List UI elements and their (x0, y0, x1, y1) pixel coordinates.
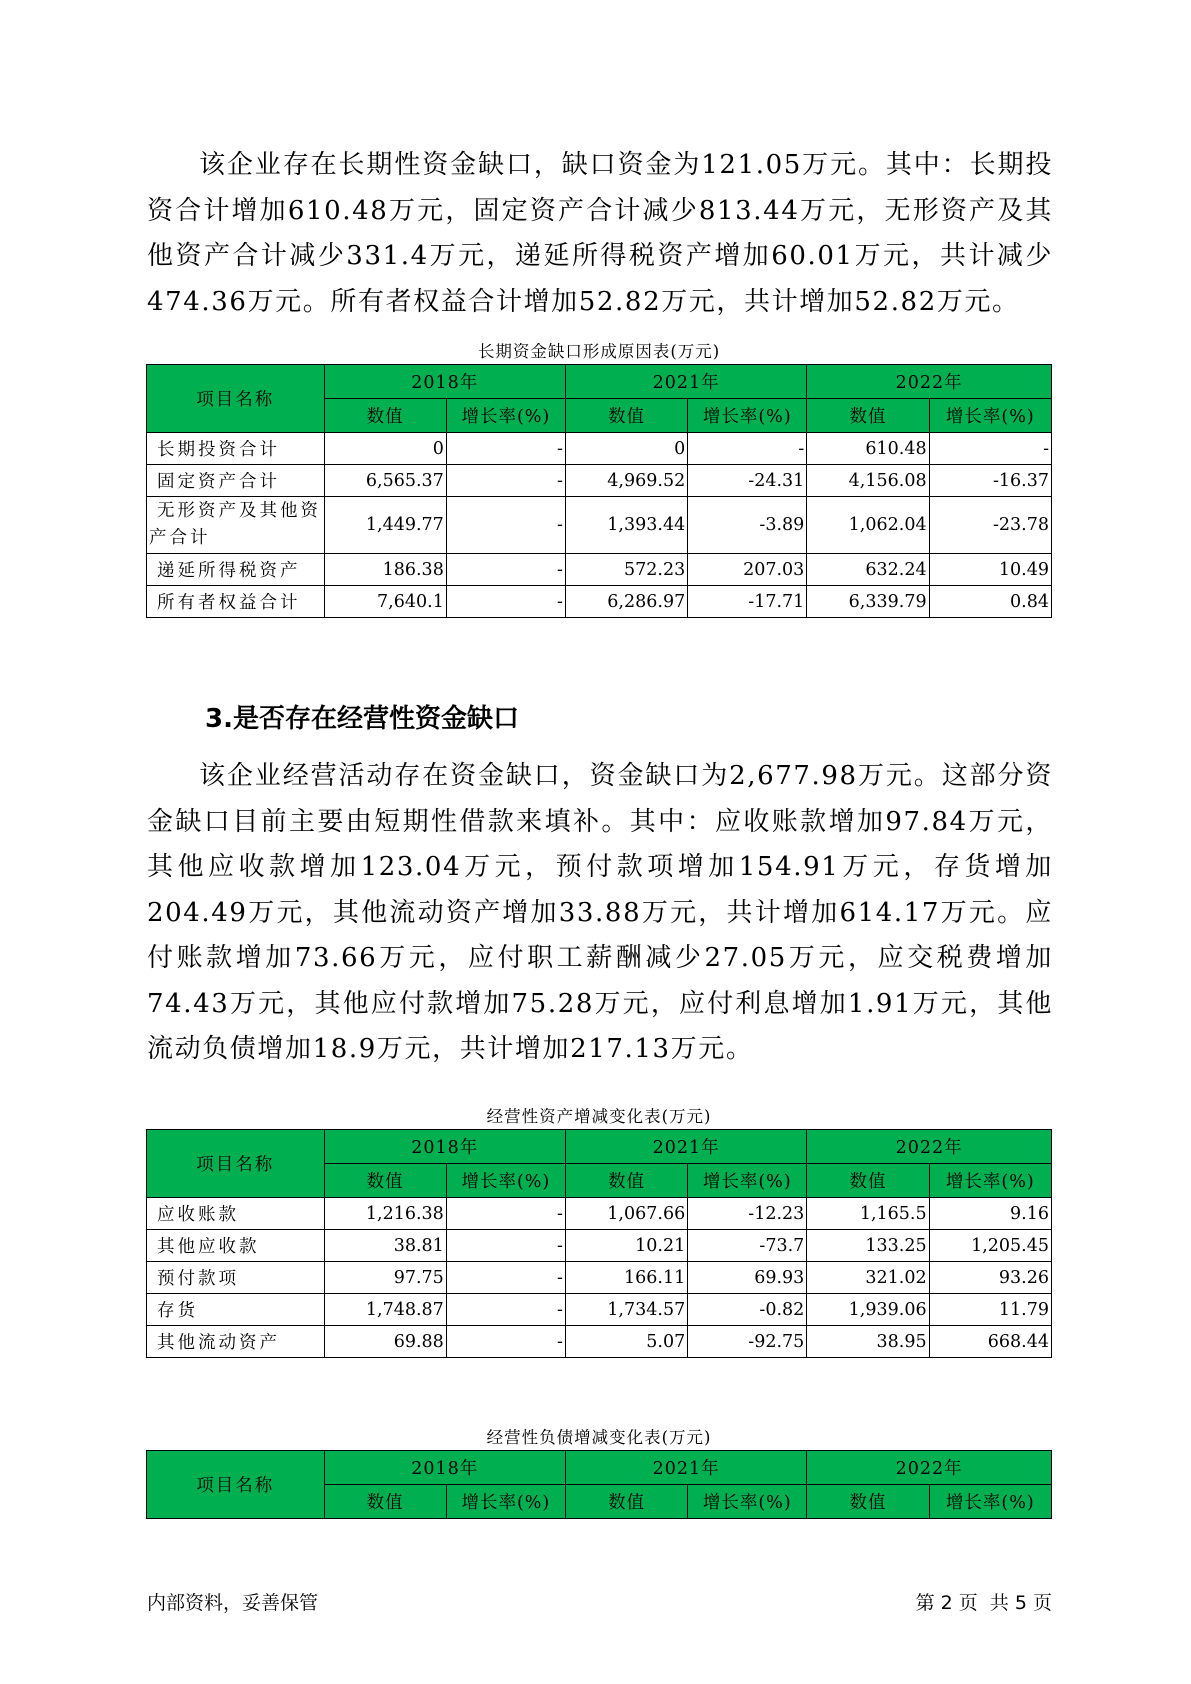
cell: 166.11 (565, 1262, 687, 1294)
cell: -17.71 (688, 586, 807, 618)
row-label: 存货 (147, 1294, 325, 1326)
row-label: 长期投资合计 (147, 433, 325, 465)
header-value: 数值 (565, 1164, 687, 1198)
header-year: 2022年 (807, 1451, 1052, 1485)
cell: 1,165.5 (807, 1198, 929, 1230)
table-row (147, 433, 1052, 465)
cell: 610.48 (807, 433, 929, 465)
header-year: 2021年 (565, 1451, 806, 1485)
header-item-name: 项目名称 (147, 365, 325, 433)
row-label: 无形资产及其他资产合计 (147, 497, 325, 554)
header-rate: 增长率(%) (446, 1164, 565, 1198)
cell: - (446, 554, 565, 586)
cell: 38.95 (807, 1326, 929, 1358)
cell: 1,734.57 (565, 1294, 687, 1326)
cell: -0.82 (688, 1294, 807, 1326)
operating-assets-table (146, 1129, 1052, 1358)
header-year: 2022年 (807, 1130, 1052, 1164)
table-row (147, 554, 1052, 586)
cell: - (446, 1294, 565, 1326)
cell: 6,339.79 (807, 586, 929, 618)
cell: 11.79 (929, 1294, 1051, 1326)
cell: - (446, 433, 565, 465)
cell: - (929, 433, 1051, 465)
paragraph-long-term-gap: 该企业存在长期性资金缺口，缺口资金为121.05万元。其中：长期投资合计增加610.48万元，固定资产合计减少813.44万元，无形资产及其他资产合计减少331.4万元，递延所得税资产增加60.01万元，共计减少474.36万元。所有者权益合计增加52.82万元，共计增加52.82万元。 (147, 150, 1053, 317)
cell: -3.89 (688, 497, 807, 554)
header-rate: 增长率(%) (929, 1485, 1051, 1519)
header-value: 数值 (565, 399, 687, 433)
header-year: 2018年 (324, 365, 565, 399)
table-row (147, 1198, 1052, 1230)
cell: - (446, 1230, 565, 1262)
table-row (147, 465, 1052, 497)
cell: - (688, 433, 807, 465)
cell: -92.75 (688, 1326, 807, 1358)
header-rate: 增长率(%) (688, 1164, 807, 1198)
cell: 4,156.08 (807, 465, 929, 497)
header-item-name: 项目名称 (147, 1451, 325, 1519)
cell: 93.26 (929, 1262, 1051, 1294)
table2-caption: 经营性资产增减变化表(万元) (486, 1107, 712, 1126)
header-value: 数值 (807, 399, 929, 433)
cell: 69.93 (688, 1262, 807, 1294)
table-row (147, 586, 1052, 618)
cell: 10.49 (929, 554, 1051, 586)
table-row (147, 1262, 1052, 1294)
row-label: 所有者权益合计 (147, 586, 325, 618)
cell: 0 (565, 433, 687, 465)
row-label: 其他流动资产 (147, 1326, 325, 1358)
header-year: 2021年 (565, 365, 806, 399)
header-item-name: 项目名称 (147, 1130, 325, 1198)
row-label: 应收账款 (147, 1198, 325, 1230)
cell: 38.81 (324, 1230, 446, 1262)
cell: 1,067.66 (565, 1198, 687, 1230)
cell: - (446, 1198, 565, 1230)
table-row (147, 1294, 1052, 1326)
cell: 1,449.77 (324, 497, 446, 554)
cell: - (446, 1262, 565, 1294)
header-value: 数值 (324, 399, 446, 433)
header-value: 数值 (565, 1485, 687, 1519)
cell: -23.78 (929, 497, 1051, 554)
cell: 1,393.44 (565, 497, 687, 554)
table-row (147, 1230, 1052, 1262)
operating-liabilities-table (146, 1450, 1052, 1519)
cell: -12.23 (688, 1198, 807, 1230)
cell: -16.37 (929, 465, 1051, 497)
section-heading: 3.是否存在经营性资金缺口 (205, 704, 519, 734)
cell: 1,205.45 (929, 1230, 1051, 1262)
row-label: 其他应收款 (147, 1230, 325, 1262)
cell: -73.7 (688, 1230, 807, 1262)
cell: -24.31 (688, 465, 807, 497)
table3-caption: 经营性负债增减变化表(万元) (486, 1428, 712, 1447)
footer-confidential-note: 内部资料，妥善保管 (147, 1592, 319, 1614)
cell: 5.07 (565, 1326, 687, 1358)
header-value: 数值 (807, 1164, 929, 1198)
cell: 321.02 (807, 1262, 929, 1294)
table-row (147, 1326, 1052, 1358)
cell: 4,969.52 (565, 465, 687, 497)
cell: 133.25 (807, 1230, 929, 1262)
cell: 632.24 (807, 554, 929, 586)
cell: 1,062.04 (807, 497, 929, 554)
cell: 7,640.1 (324, 586, 446, 618)
cell: - (446, 497, 565, 554)
header-rate: 增长率(%) (446, 1485, 565, 1519)
cell: 0.84 (929, 586, 1051, 618)
header-rate: 增长率(%) (929, 1164, 1051, 1198)
cell: 10.21 (565, 1230, 687, 1262)
header-value: 数值 (324, 1164, 446, 1198)
header-value: 数值 (324, 1485, 446, 1519)
header-value: 数值 (807, 1485, 929, 1519)
cell: 572.23 (565, 554, 687, 586)
cell: 9.16 (929, 1198, 1051, 1230)
table-row (147, 497, 1052, 554)
cell: 186.38 (324, 554, 446, 586)
header-year: 2018年 (324, 1130, 565, 1164)
cell: - (446, 586, 565, 618)
header-year: 2018年 (324, 1451, 565, 1485)
header-rate: 增长率(%) (688, 1485, 807, 1519)
row-label: 递延所得税资产 (147, 554, 325, 586)
header-rate: 增长率(%) (446, 399, 565, 433)
cell: 97.75 (324, 1262, 446, 1294)
row-label: 预付款项 (147, 1262, 325, 1294)
footer-page-number: 第 2 页 共 5 页 (915, 1592, 1052, 1614)
cell: 1,748.87 (324, 1294, 446, 1326)
row-label: 固定资产合计 (147, 465, 325, 497)
cell: 668.44 (929, 1326, 1051, 1358)
table1-caption: 长期资金缺口形成原因表(万元) (477, 342, 721, 361)
paragraph-operating-gap: 该企业经营活动存在资金缺口，资金缺口为2,677.98万元。这部分资金缺口目前主要由短期性借款来填补。其中：应收账款增加97.84万元，其他应收款增加123.04万元，预付款项增加154.91万元，存货增加204.49万元，其他流动资产增加33.88万元，共计增加614.17万元。应付账款增加73.66万元，应付职工薪酬减少27.05万元，应交税费增加74.43万元，其他应付款增加75.28万元，应付利息增加1.91万元，其他流动负债增加18.9万元，共计增加217.13万元。 (147, 761, 1053, 1064)
cell: - (446, 1326, 565, 1358)
header-year: 2021年 (565, 1130, 806, 1164)
header-rate: 增长率(%) (688, 399, 807, 433)
long-term-gap-table (146, 364, 1052, 618)
cell: 6,565.37 (324, 465, 446, 497)
header-year: 2022年 (807, 365, 1052, 399)
header-rate: 增长率(%) (929, 399, 1051, 433)
cell: 0 (324, 433, 446, 465)
cell: 207.03 (688, 554, 807, 586)
cell: 69.88 (324, 1326, 446, 1358)
cell: - (446, 465, 565, 497)
cell: 6,286.97 (565, 586, 687, 618)
cell: 1,939.06 (807, 1294, 929, 1326)
cell: 1,216.38 (324, 1198, 446, 1230)
